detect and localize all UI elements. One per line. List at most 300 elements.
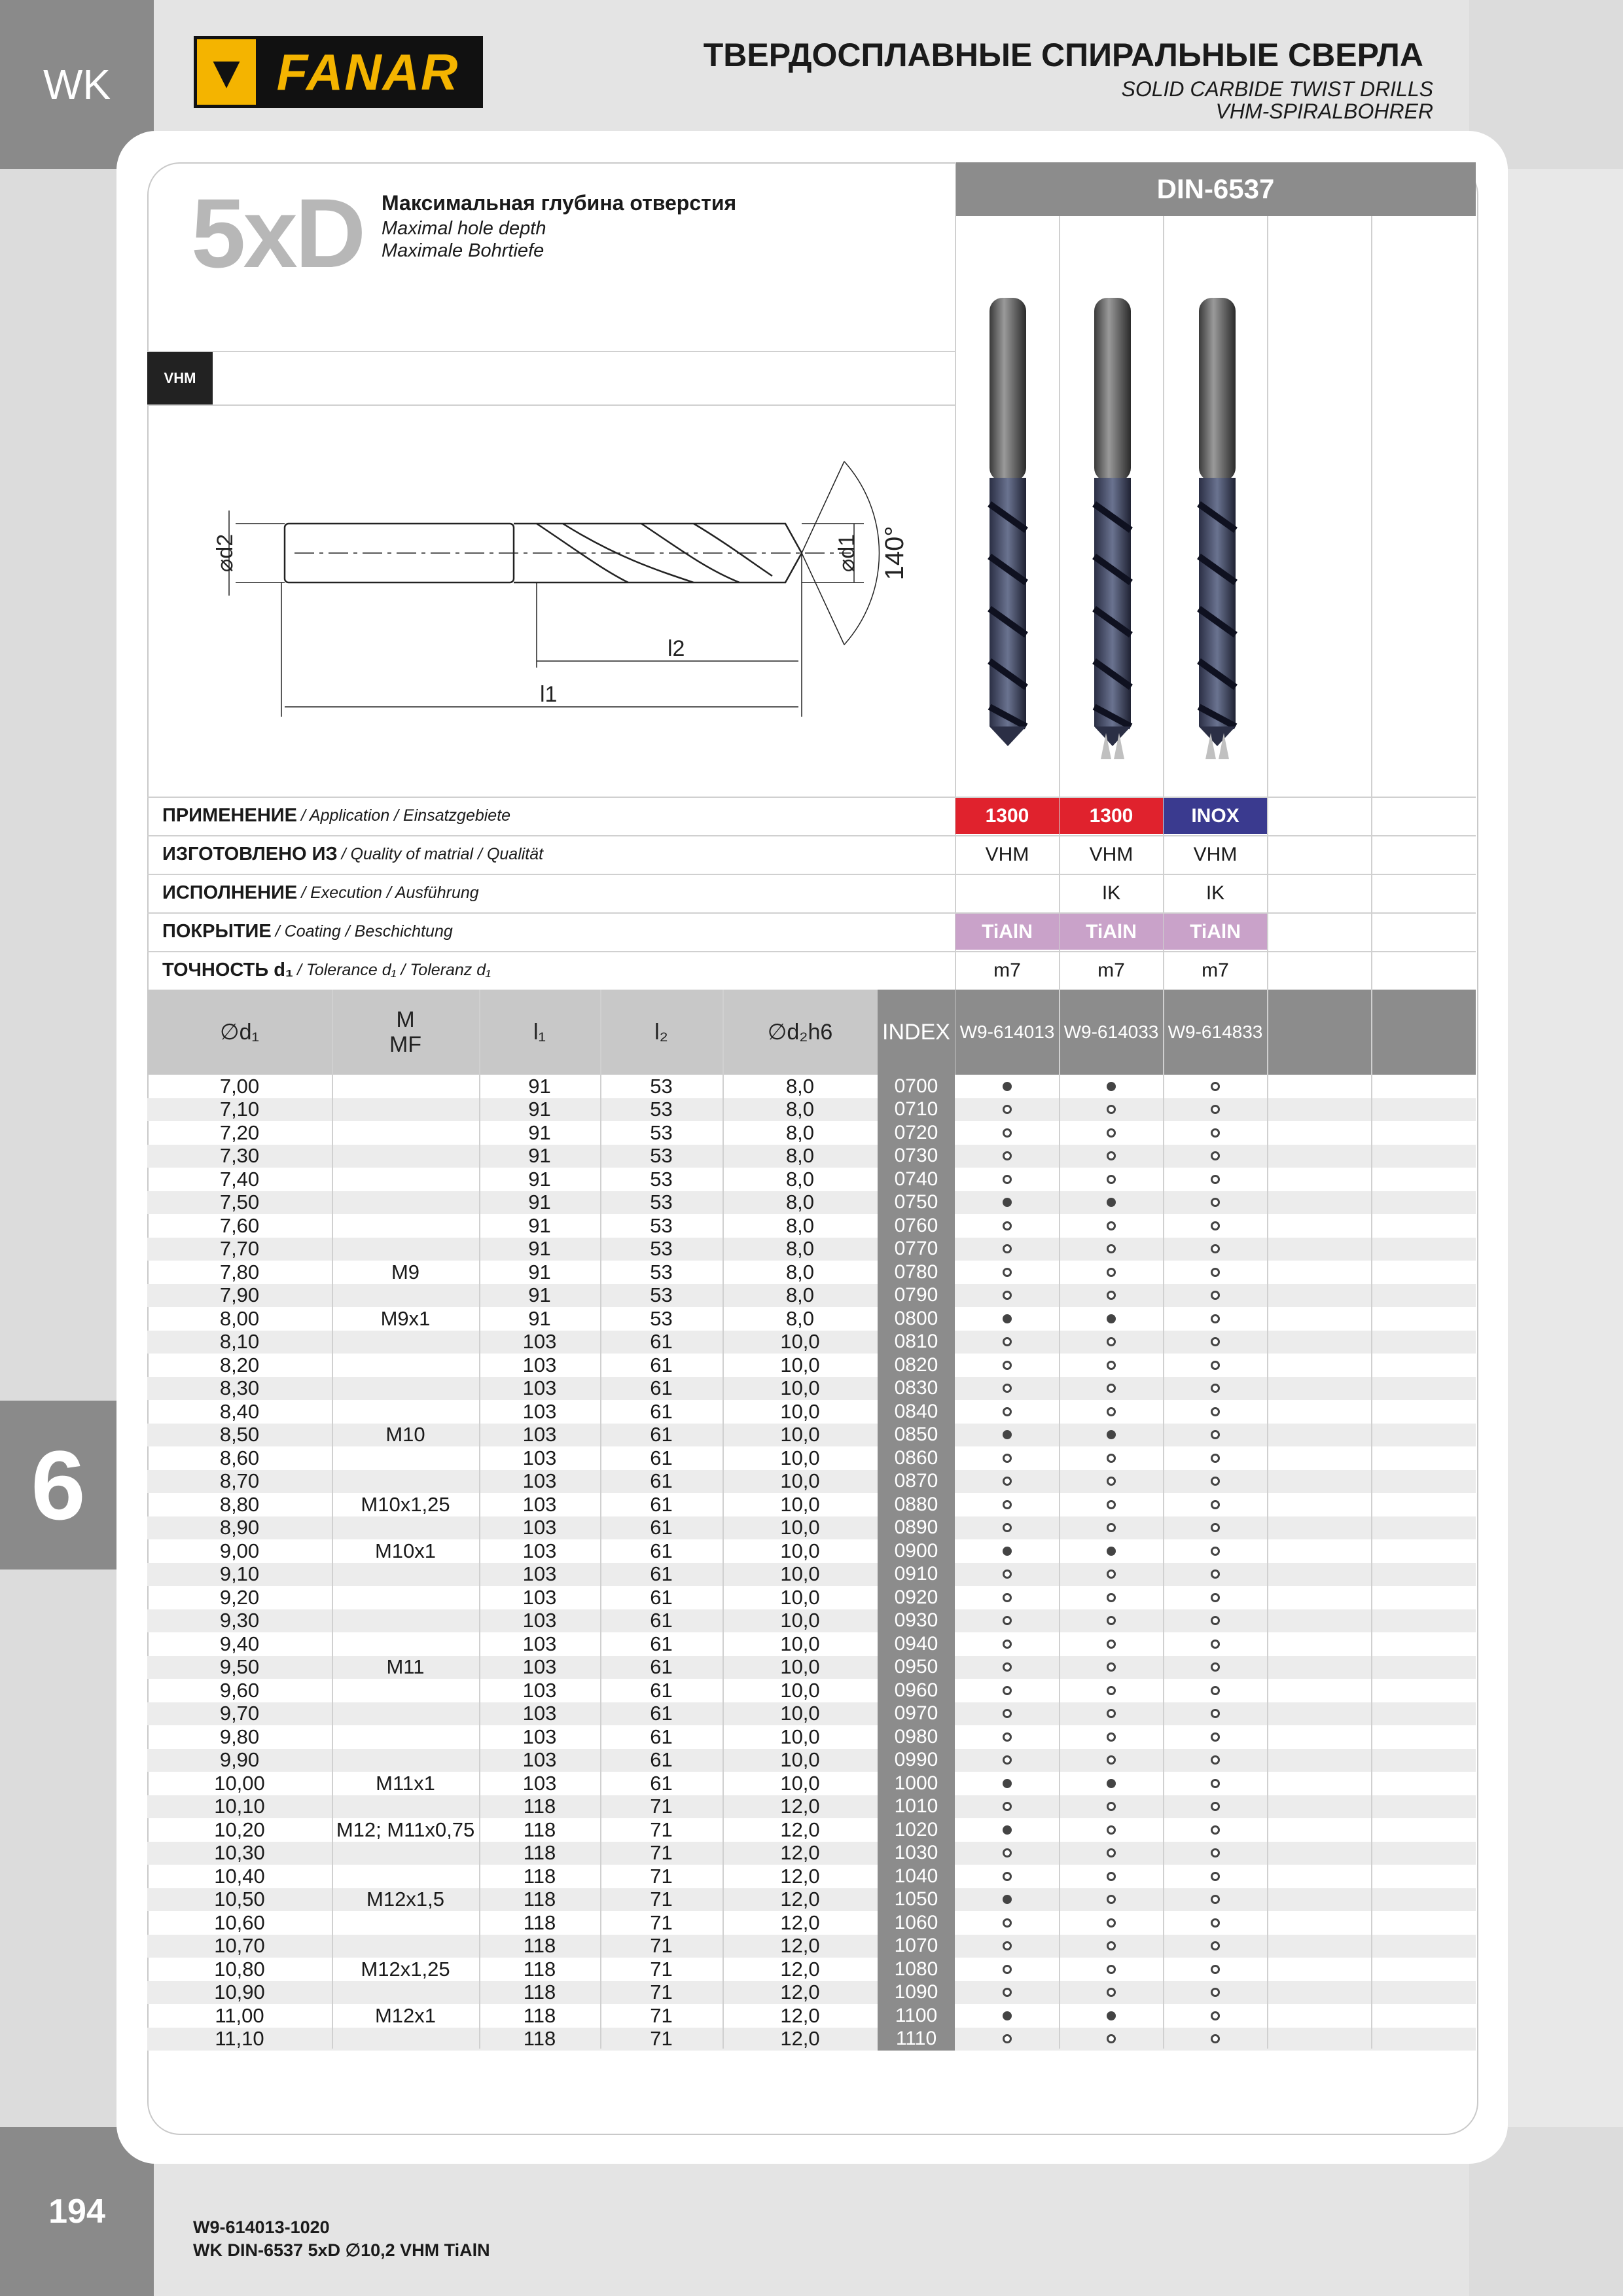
stock-dot-empty xyxy=(1211,1988,1220,1997)
stock-dot-filled xyxy=(1107,1198,1116,1207)
cell-l1: 103 xyxy=(522,1562,557,1586)
cell-l2: 71 xyxy=(650,1864,673,1888)
angle-label: 140° xyxy=(880,526,909,581)
cell-d2: 10,0 xyxy=(780,1725,820,1748)
property-value: m7 xyxy=(1097,959,1125,981)
cell-m: M12x1 xyxy=(374,2003,437,2027)
property-value: IK xyxy=(1205,882,1225,904)
cell-d2: 12,0 xyxy=(780,1910,820,1934)
stock-dot-empty xyxy=(1107,1895,1116,1904)
col-header-l1: l₁ xyxy=(533,1019,546,1045)
cell-l2: 61 xyxy=(650,1353,673,1376)
cell-d1: 10,60 xyxy=(214,1910,265,1934)
cell-l2: 61 xyxy=(650,1771,673,1795)
cell-l2: 61 xyxy=(650,1562,673,1586)
col-header-m-label: M xyxy=(396,1007,415,1032)
property-value: TiAlN xyxy=(1060,914,1163,950)
cell-d2: 8,0 xyxy=(785,1098,815,1121)
cell-index: 0920 xyxy=(878,1586,955,1609)
cell-d2: 10,0 xyxy=(780,1655,820,1679)
cell-d1: 8,20 xyxy=(219,1353,260,1376)
stock-dot-empty xyxy=(1003,1872,1012,1881)
stock-dot-filled xyxy=(1003,1314,1012,1323)
cell-d2: 10,0 xyxy=(780,1539,820,1562)
d2-label: ⌀d2 xyxy=(213,533,238,573)
cell-index: 0760 xyxy=(878,1214,955,1238)
cell-d2: 10,0 xyxy=(780,1748,820,1772)
stock-dot-filled xyxy=(1107,1779,1116,1788)
stock-dot-empty xyxy=(1211,1732,1220,1742)
stock-dot-empty xyxy=(1107,1384,1116,1393)
cell-l2: 53 xyxy=(650,1213,673,1237)
cell-d2: 10,0 xyxy=(780,1492,820,1516)
table-row xyxy=(147,1818,1476,1842)
cell-index: 0980 xyxy=(878,1725,955,1749)
property-value: VHM xyxy=(1089,843,1133,865)
table-row xyxy=(147,1563,1476,1587)
stock-dot-empty xyxy=(1211,1175,1220,1184)
cell-l1: 103 xyxy=(522,1748,557,1772)
cell-l2: 61 xyxy=(650,1632,673,1655)
stock-dot-empty xyxy=(1003,1640,1012,1649)
cell-l1: 118 xyxy=(523,1934,556,1958)
cell-d2: 12,0 xyxy=(780,1957,820,1981)
property-label-translation: / Tolerance d₁ / Toleranz d₁ xyxy=(296,960,491,979)
col-header-empty-1 xyxy=(1268,990,1371,1075)
stock-dot-empty xyxy=(1107,1640,1116,1649)
stock-dot-empty xyxy=(1003,1221,1012,1230)
drill-image-2 xyxy=(1094,298,1131,759)
cell-l2: 53 xyxy=(650,1098,673,1121)
property-value: VHM xyxy=(985,843,1029,865)
cell-d2: 10,0 xyxy=(780,1609,820,1632)
cell-l1: 103 xyxy=(522,1609,557,1632)
cell-l1: 91 xyxy=(528,1306,551,1330)
stock-dot-filled xyxy=(1003,1895,1012,1904)
cell-l2: 61 xyxy=(650,1423,673,1446)
cell-l2: 61 xyxy=(650,1399,673,1423)
cell-m: M12x1,5 xyxy=(366,1888,444,1911)
brand-logo xyxy=(194,36,483,108)
cell-index: 0770 xyxy=(878,1238,955,1261)
stock-dot-filled xyxy=(1107,2011,1116,2020)
cell-index: 0880 xyxy=(878,1493,955,1516)
stock-dot-empty xyxy=(1003,1384,1012,1393)
stock-dot-empty xyxy=(1003,1244,1012,1253)
cell-d1: 7,90 xyxy=(219,1283,260,1307)
stock-dot-empty xyxy=(1211,1825,1220,1835)
stock-dot-empty xyxy=(1211,1662,1220,1672)
cell-l2: 53 xyxy=(650,1283,673,1307)
cell-l2: 71 xyxy=(650,1910,673,1934)
stock-dot-empty xyxy=(1211,1755,1220,1765)
cell-d2: 12,0 xyxy=(780,2027,820,2051)
stock-dot-empty xyxy=(1003,1523,1012,1532)
col-divider xyxy=(479,990,480,2049)
stock-dot-empty xyxy=(1107,1337,1116,1346)
table-row xyxy=(147,1958,1476,1981)
stock-dot-empty xyxy=(1211,1407,1220,1416)
property-value: 1300 xyxy=(1060,798,1163,834)
cell-m: M11 xyxy=(386,1655,425,1679)
stock-dot-empty xyxy=(1211,1941,1220,1950)
stock-dot-empty xyxy=(1107,1593,1116,1602)
stock-dot-empty xyxy=(1211,1105,1220,1114)
stock-dot-empty xyxy=(1211,1221,1220,1230)
cell-l2: 61 xyxy=(650,1678,673,1702)
property-value: IK xyxy=(1101,882,1121,904)
cell-index: 0710 xyxy=(878,1098,955,1122)
table-row xyxy=(147,1935,1476,1958)
l1-label: l1 xyxy=(540,682,558,707)
stock-dot-empty xyxy=(1107,1802,1116,1811)
cell-l1: 91 xyxy=(528,1260,551,1283)
stock-dot-empty xyxy=(1003,1709,1012,1718)
cell-d1: 10,00 xyxy=(214,1771,265,1795)
stock-dot-empty xyxy=(1211,1454,1220,1463)
stock-dot-empty xyxy=(1211,1500,1220,1509)
material-badge: VHM xyxy=(147,352,213,404)
cell-l2: 71 xyxy=(650,1934,673,1958)
logo-v-mark: ▼ xyxy=(204,46,249,98)
stock-dot-empty xyxy=(1003,1268,1012,1277)
stock-dot-empty xyxy=(1107,1755,1116,1765)
cell-l1: 103 xyxy=(522,1655,557,1679)
stock-dot-empty xyxy=(1107,1105,1116,1114)
cell-l1: 91 xyxy=(528,1283,551,1307)
l2-label: l2 xyxy=(668,636,685,661)
stock-dot-empty xyxy=(1107,1221,1116,1230)
cell-index: 0810 xyxy=(878,1331,955,1354)
stock-dot-empty xyxy=(1211,1616,1220,1625)
stock-dot-empty xyxy=(1003,1105,1012,1114)
col-header-article-1: W9-614013 xyxy=(955,990,1059,1075)
cell-d2: 10,0 xyxy=(780,1423,820,1446)
property-label xyxy=(162,951,491,989)
cell-l2: 71 xyxy=(650,2027,673,2051)
stock-dot-empty xyxy=(1003,1848,1012,1857)
stock-dot-filled xyxy=(1107,1082,1116,1091)
stock-dot-empty xyxy=(1211,1640,1220,1649)
cell-d1: 8,50 xyxy=(219,1423,260,1446)
property-value: m7 xyxy=(1202,959,1229,981)
cell-d1: 8,30 xyxy=(219,1376,260,1400)
cell-index: 0840 xyxy=(878,1400,955,1424)
stock-dot-empty xyxy=(1003,1337,1012,1346)
cell-l2: 61 xyxy=(650,1655,673,1679)
table-row xyxy=(147,1075,1476,1098)
stock-dot-empty xyxy=(1211,1314,1220,1323)
cell-index: 0950 xyxy=(878,1656,955,1679)
cell-d1: 7,70 xyxy=(219,1237,260,1261)
stock-dot-empty xyxy=(1107,1244,1116,1253)
cell-d1: 9,20 xyxy=(219,1585,260,1609)
table-row xyxy=(147,1632,1476,1656)
stock-dot-empty xyxy=(1107,1291,1116,1300)
cell-d1: 8,40 xyxy=(219,1399,260,1423)
stock-dot-empty xyxy=(1003,1732,1012,1742)
drill-image-3 xyxy=(1199,298,1236,759)
cell-d1: 9,60 xyxy=(219,1678,260,1702)
cell-d2: 12,0 xyxy=(780,1888,820,1911)
cell-d1: 10,20 xyxy=(214,1818,265,1841)
cell-l2: 53 xyxy=(650,1074,673,1098)
cell-l1: 103 xyxy=(522,1399,557,1423)
stock-dot-empty xyxy=(1003,1361,1012,1370)
property-value: INOX xyxy=(1164,798,1267,834)
title-de: VHM-SPIRALBOHRER xyxy=(1215,99,1433,123)
stock-dot-empty xyxy=(1003,1686,1012,1695)
cell-l1: 91 xyxy=(528,1237,551,1261)
cell-d2: 12,0 xyxy=(780,1795,820,1818)
stock-dot-empty xyxy=(1003,2034,1012,2043)
stock-dot-empty xyxy=(1107,1570,1116,1579)
stock-dot-filled xyxy=(1003,1825,1012,1835)
cell-l2: 71 xyxy=(650,1888,673,1911)
table-row xyxy=(147,1702,1476,1726)
col-divider xyxy=(1163,990,1164,2049)
stock-dot-empty xyxy=(1211,1686,1220,1695)
logo-text: FANAR xyxy=(256,39,480,105)
property-value: 1300 xyxy=(955,798,1059,834)
cell-l2: 53 xyxy=(650,1144,673,1168)
cell-d1: 8,10 xyxy=(219,1330,260,1354)
stock-dot-empty xyxy=(1211,1547,1220,1556)
stock-dot-empty xyxy=(1211,1872,1220,1881)
cell-d2: 10,0 xyxy=(780,1446,820,1469)
cell-index: 1090 xyxy=(878,1981,955,2005)
stock-dot-filled xyxy=(1003,1547,1012,1556)
cell-l2: 71 xyxy=(650,1841,673,1865)
section-tab: WK xyxy=(0,0,154,169)
stock-dot-empty xyxy=(1107,1686,1116,1695)
cell-d1: 10,90 xyxy=(214,1981,265,2004)
cell-l1: 91 xyxy=(528,1098,551,1121)
table-row xyxy=(147,2004,1476,2028)
stock-dot-empty xyxy=(1107,1477,1116,1486)
stock-dot-empty xyxy=(1211,1802,1220,1811)
table-row xyxy=(147,1214,1476,1238)
cell-index: 1020 xyxy=(878,1818,955,1842)
cell-m: M10 xyxy=(385,1423,425,1446)
cell-l2: 61 xyxy=(650,1609,673,1632)
stock-dot-empty xyxy=(1211,1570,1220,1579)
property-value: TiAlN xyxy=(1164,914,1267,950)
cell-l2: 71 xyxy=(650,1795,673,1818)
table-row xyxy=(147,1749,1476,1772)
property-label-translation: / Execution / Ausführung xyxy=(301,883,479,902)
cell-d1: 8,70 xyxy=(219,1469,260,1493)
stock-dot-empty xyxy=(1003,1941,1012,1950)
property-label xyxy=(162,835,543,873)
cell-l1: 91 xyxy=(528,1213,551,1237)
cell-index: 0750 xyxy=(878,1191,955,1215)
stock-dot-empty xyxy=(1107,1941,1116,1950)
stock-dot-empty xyxy=(1107,1407,1116,1416)
table-row xyxy=(147,1238,1476,1261)
cell-d2: 8,0 xyxy=(785,1260,815,1283)
cell-l2: 61 xyxy=(650,1376,673,1400)
cell-l1: 103 xyxy=(522,1492,557,1516)
table-row xyxy=(147,2028,1476,2051)
table-row xyxy=(147,1307,1476,1331)
cell-l1: 103 xyxy=(522,1771,557,1795)
col-header-d2: ∅d₂h6 xyxy=(767,1020,833,1045)
cell-index: 0740 xyxy=(878,1168,955,1191)
stock-dot-empty xyxy=(1211,1709,1220,1718)
cell-l2: 53 xyxy=(650,1191,673,1214)
cell-d2: 12,0 xyxy=(780,1818,820,1841)
stock-dot-empty xyxy=(1211,1337,1220,1346)
cell-l1: 103 xyxy=(522,1632,557,1655)
cell-l1: 91 xyxy=(528,1191,551,1214)
table-row xyxy=(147,1586,1476,1609)
stock-dot-empty xyxy=(1107,1918,1116,1928)
table-row xyxy=(147,1656,1476,1679)
cell-l2: 53 xyxy=(650,1121,673,1144)
cell-d2: 8,0 xyxy=(785,1121,815,1144)
table-row xyxy=(147,1609,1476,1633)
cell-l2: 61 xyxy=(650,1539,673,1562)
stock-dot-empty xyxy=(1211,1361,1220,1370)
cell-l2: 61 xyxy=(650,1469,673,1493)
stock-dot-empty xyxy=(1107,1732,1116,1742)
cell-d2: 10,0 xyxy=(780,1702,820,1725)
cell-d1: 9,70 xyxy=(219,1702,260,1725)
cell-m: M10x1,25 xyxy=(361,1492,450,1516)
cell-m: M12x1,25 xyxy=(361,1957,450,1981)
stock-dot-empty xyxy=(1107,1361,1116,1370)
cell-l1: 118 xyxy=(523,1795,556,1818)
stock-dot-empty xyxy=(1003,1965,1012,1974)
cell-index: 0730 xyxy=(878,1145,955,1168)
cell-d2: 10,0 xyxy=(780,1632,820,1655)
cell-d1: 10,10 xyxy=(214,1795,265,1818)
cell-m: M12; M11x0,75 xyxy=(336,1818,475,1841)
stock-dot-filled xyxy=(1003,1779,1012,1788)
stock-dot-empty xyxy=(1107,1175,1116,1184)
d1-label: ⌀d1 xyxy=(834,533,859,573)
table-row xyxy=(147,1516,1476,1540)
cell-d2: 8,0 xyxy=(785,1074,815,1098)
stock-dot-empty xyxy=(1211,1430,1220,1439)
cell-index: 0820 xyxy=(878,1354,955,1377)
stock-dot-filled xyxy=(1107,1547,1116,1556)
cell-index: 0960 xyxy=(878,1679,955,1702)
col-divider xyxy=(1267,990,1268,2049)
col-header-l2: l₂ xyxy=(654,1019,668,1045)
property-label-translation: / Quality of matrial / Qualität xyxy=(341,844,544,863)
stock-dot-empty xyxy=(1107,1128,1116,1138)
cell-d1: 8,60 xyxy=(219,1446,260,1469)
stock-dot-filled xyxy=(1107,1314,1116,1323)
stock-dot-empty xyxy=(1211,1593,1220,1602)
cell-index: 0700 xyxy=(878,1075,955,1098)
cell-d2: 8,0 xyxy=(785,1144,815,1168)
stock-dot-empty xyxy=(1211,1965,1220,1974)
cell-l1: 91 xyxy=(528,1074,551,1098)
property-label-ru: ИЗГОТОВЛЕНО ИЗ xyxy=(162,843,338,865)
stock-dot-filled xyxy=(1107,1430,1116,1439)
title-ru: ТВЕРДОСПЛАВНЫЕ СПИРАЛЬНЫЕ СВЕРЛА xyxy=(703,37,1423,73)
table-row xyxy=(147,1168,1476,1191)
table-row xyxy=(147,1911,1476,1935)
cell-d2: 8,0 xyxy=(785,1283,815,1307)
col-header-m xyxy=(332,990,479,1075)
table-row xyxy=(147,1354,1476,1377)
cell-d1: 7,60 xyxy=(219,1213,260,1237)
stock-dot-empty xyxy=(1003,1918,1012,1928)
chapter-tab: 6 xyxy=(0,1401,116,1570)
table-row xyxy=(147,1679,1476,1702)
cell-l1: 118 xyxy=(523,2027,556,2051)
table-row xyxy=(147,1842,1476,1865)
stock-dot-empty xyxy=(1107,1454,1116,1463)
cell-l2: 53 xyxy=(650,1237,673,1261)
stock-dot-empty xyxy=(1003,1175,1012,1184)
cell-d2: 10,0 xyxy=(780,1585,820,1609)
property-value: TiAlN xyxy=(955,914,1059,950)
cell-l2: 61 xyxy=(650,1516,673,1539)
property-label xyxy=(162,797,510,834)
stock-dot-empty xyxy=(1107,1151,1116,1160)
divider xyxy=(147,404,955,406)
stock-dot-empty xyxy=(1211,1384,1220,1393)
cell-d2: 10,0 xyxy=(780,1330,820,1354)
cell-index: 0910 xyxy=(878,1563,955,1587)
stock-dot-filled xyxy=(1003,2011,1012,2020)
cell-l2: 53 xyxy=(650,1167,673,1191)
cell-l2: 61 xyxy=(650,1748,673,1772)
stock-dot-empty xyxy=(1107,2034,1116,2043)
cell-d2: 10,0 xyxy=(780,1469,820,1493)
cell-d1: 9,50 xyxy=(219,1655,260,1679)
max-depth-de: Maximale Bohrtiefe xyxy=(382,240,544,261)
col-divider xyxy=(722,990,724,2049)
footer-description: WK DIN-6537 5xD ∅10,2 VHM TiAlN xyxy=(193,2240,490,2260)
stock-dot-filled xyxy=(1003,1082,1012,1091)
cell-l2: 71 xyxy=(650,2003,673,2027)
cell-d2: 8,0 xyxy=(785,1191,815,1214)
property-value: VHM xyxy=(1193,843,1238,865)
cell-d1: 7,10 xyxy=(219,1098,260,1121)
cell-index: 1100 xyxy=(878,2004,955,2028)
cell-d1: 7,80 xyxy=(219,1260,260,1283)
col-divider xyxy=(1059,990,1060,2049)
max-depth-ru: Максимальная глубина отверстия xyxy=(382,191,737,215)
table-row xyxy=(147,1772,1476,1795)
cell-l1: 103 xyxy=(522,1330,557,1354)
drill-photos xyxy=(955,288,1270,772)
cell-index: 0930 xyxy=(878,1609,955,1633)
col-header-d1: ∅d₁ xyxy=(220,1020,259,1045)
col-divider xyxy=(600,990,601,2049)
stock-dot-empty xyxy=(1107,1616,1116,1625)
stock-dot-empty xyxy=(1107,1988,1116,1997)
cell-d1: 10,30 xyxy=(214,1841,265,1865)
table-row xyxy=(147,1284,1476,1308)
cell-l1: 103 xyxy=(522,1353,557,1376)
cell-l2: 71 xyxy=(650,1981,673,2004)
cell-d1: 9,90 xyxy=(219,1748,260,1772)
stock-dot-empty xyxy=(1211,2034,1220,2043)
cell-l2: 61 xyxy=(650,1446,673,1469)
cell-d1: 9,80 xyxy=(219,1725,260,1748)
property-label xyxy=(162,912,453,950)
cell-l1: 103 xyxy=(522,1469,557,1493)
stock-dot-empty xyxy=(1211,1918,1220,1928)
cell-d1: 7,00 xyxy=(219,1074,260,1098)
